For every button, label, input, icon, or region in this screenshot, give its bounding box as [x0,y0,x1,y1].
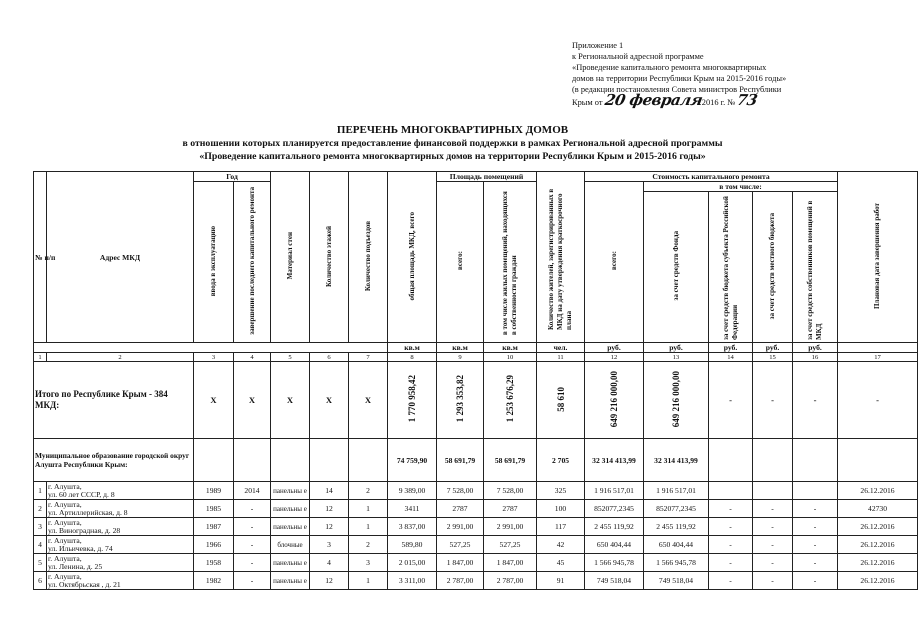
header-end-date-cell [838,172,918,343]
header-residents: Количество жителей, зарегистрированных в МКД на дату утверждения краткосрочного плана [547,188,573,330]
cell-y1: 1966 [194,536,234,554]
unit-cell: кв.м [388,343,437,353]
unit-cell: руб. [793,343,838,353]
cell-ca: 1 916 517,01 [585,482,644,500]
units-empty [34,343,388,353]
header-area-group: Площадь помещений [437,172,537,182]
cell-cf: 1 916 517,01 [644,482,709,500]
total-area-all-cell [437,362,484,439]
municipality-residents: 2 705 [537,439,585,482]
cell-n: 3 [34,518,47,536]
empty-cell [310,439,349,482]
cell-ta: 3 311,00 [388,572,437,590]
units-row [34,343,918,353]
header-cost-rk: за счет средств бюджета субъекта Российской Федерации [721,196,739,340]
header-wall: Материал стен [285,232,294,280]
address-cell [47,536,194,554]
colnum: 7 [349,353,388,362]
cell-n: 4 [34,536,47,554]
cell-y2: - [234,572,271,590]
cell-c16: - [793,500,838,518]
total-dash: - [753,362,793,439]
cell-end: 26.12.2016 [838,518,918,536]
empty-cell [234,439,271,482]
cell-c16: - [793,554,838,572]
total-row [34,362,918,439]
colnum: 6 [310,353,349,362]
header-year-repair-cell [234,182,271,343]
cell-y1: 1987 [194,518,234,536]
unit-cell: руб. [644,343,709,353]
unit-cell: руб. [585,343,644,353]
cell-aa: 1 847,00 [437,554,484,572]
cell-res: 91 [537,572,585,590]
header-year-commission: ввода в эксплуатацию [209,225,217,297]
total-area-living-cell [484,362,537,439]
cell-end: 26.12.2016 [838,554,918,572]
empty-cell [838,439,918,482]
address-cell [47,572,194,590]
address-cell [47,482,194,500]
total-residents-cell [537,362,585,439]
cell-c16: - [793,572,838,590]
header-cost-all: всего: [609,251,618,271]
municipality-cost-all: 32 314 413,99 [585,439,644,482]
building-rows [34,482,918,590]
cell-c14: - [709,554,753,572]
appendix-line: к Региональной адресной программе [572,52,704,61]
cell-cf: 650 404,44 [644,536,709,554]
total-x: Х [271,362,310,439]
cell-ca: 650 404,44 [585,536,644,554]
header-cost-local: за счет средств местного бюджета [768,212,776,320]
colnum: 8 [388,353,437,362]
cell-fl: 12 [310,500,349,518]
colnum: 16 [793,353,838,362]
address-city: г. Алушта, [48,535,82,545]
address-street: ул. Артиллерийская, д. 8 [48,507,128,517]
empty-cell [753,439,793,482]
address-city: г. Алушта, [48,499,82,509]
cell-al: 2787 [484,500,537,518]
cell-en: 3 [349,554,388,572]
cell-wall: панельны е [271,518,310,536]
header-year-group: Год [194,172,271,182]
cell-res: 117 [537,518,585,536]
colnum: 12 [585,353,644,362]
total-cost-all-cell [585,362,644,439]
cell-end: 26.12.2016 [838,482,918,500]
cell-fl: 12 [310,518,349,536]
empty-cell [271,439,310,482]
units-empty-end [838,343,918,353]
cell-res: 45 [537,554,585,572]
address-street: ул. Ленина, д. 25 [48,561,103,571]
date-prefix: Крым от [572,98,603,107]
cell-cf: 1 566 945,78 [644,554,709,572]
empty-cell [349,439,388,482]
cell-wall: панельны е [271,500,310,518]
municipality-cost-fund: 32 314 413,99 [644,439,709,482]
cell-fl: 12 [310,572,349,590]
cell-end: 26.12.2016 [838,536,918,554]
cell-ca: 2 455 119,92 [585,518,644,536]
cell-wall: панельны е [271,482,310,500]
municipality-area-all: 58 691,79 [437,439,484,482]
cell-y1: 1989 [194,482,234,500]
cell-y2: 2014 [234,482,271,500]
cell-n: 5 [34,554,47,572]
header-year-repair: завершение последнего капитального ремонта [247,187,256,335]
document-subtitle: в отношении которых планируется предоставление финансовой поддержки в рамках Региональной адресной программы [182,138,723,149]
total-residents: 58 610 [555,386,566,412]
total-dash: - [838,362,918,439]
cell-c14: - [709,500,753,518]
appendix-line: домов на территории Республики Крым на 2015-2016 годы» [572,74,787,83]
colnum: 4 [234,353,271,362]
header-area-all-cell [437,182,484,343]
total-area-all: 1 293 353,82 [455,375,465,423]
cell-aa: 2 787,00 [437,572,484,590]
address-city: г. Алушта, [48,481,82,491]
cell-wall: панельны е [271,572,310,590]
cell-n: 6 [34,572,47,590]
address-cell [47,500,194,518]
empty-cell [194,439,234,482]
address-street: ул. Октябрьская , д. 21 [48,579,121,589]
cell-ta: 3 837,00 [388,518,437,536]
total-x: Х [349,362,388,439]
cell-y2: - [234,518,271,536]
cell-en: 1 [349,500,388,518]
cell-end: 42730 [838,500,918,518]
empty-cell [793,439,838,482]
cell-res: 100 [537,500,585,518]
header-cost-rk-cell [709,192,753,343]
header-cost-group: Стоимость капитального ремонта [585,172,838,182]
address-city: г. Алушта, [48,553,82,563]
municipality-row [34,439,918,482]
header-floors-cell [310,172,349,343]
cell-n: 1 [34,482,47,500]
total-x: Х [310,362,349,439]
header-entrances-cell [349,172,388,343]
colnum: 17 [838,353,918,362]
header-total-area: общая площадь МКД, всего [407,211,416,301]
cell-c15: - [753,554,793,572]
cell-wall: панельны е [271,554,310,572]
cell-fl: 14 [310,482,349,500]
table-row [34,554,918,572]
address-street: ул. Ильичевка, д. 74 [48,543,113,553]
cell-aa: 2787 [437,500,484,518]
address-city: г. Алушта, [48,571,82,581]
header-residents-cell [537,172,585,343]
cell-cf: 852077,2345 [644,500,709,518]
cell-fl: 4 [310,554,349,572]
cell-al: 2 991,00 [484,518,537,536]
address-street: ул. 60 лет СССР, д. 8 [48,489,115,499]
cell-al: 7 528,00 [484,482,537,500]
total-label: Итого по Республике Крым - 384 МКД: [34,362,194,439]
handwritten-date: 20 февраля [603,91,704,109]
cell-cf: 2 455 119,92 [644,518,709,536]
cell-c14: - [709,572,753,590]
address-street: ул. Виноградная, д. 28 [48,525,121,535]
header-cost-fund: за счет средств Фонда [671,231,680,301]
cell-ta: 2 015,00 [388,554,437,572]
cell-c14: - [709,518,753,536]
cell-c15: - [753,536,793,554]
cell-en: 1 [349,572,388,590]
table-row [34,536,918,554]
address-cell [47,518,194,536]
cell-ca: 749 518,04 [585,572,644,590]
cell-ca: 852077,2345 [585,500,644,518]
cell-c15 [753,482,793,500]
colnum: 15 [753,353,793,362]
total-area-living: 1 253 676,29 [505,375,515,423]
cell-c16: - [793,536,838,554]
cell-res: 42 [537,536,585,554]
buildings-table [33,171,918,590]
total-dash: - [709,362,753,439]
header-total-area-cell [388,172,437,343]
cell-aa: 527,25 [437,536,484,554]
header-cost-owners-cell [793,192,838,343]
colnum: 2 [47,353,194,362]
colnum: 9 [437,353,484,362]
header-floors: Количество этажей [324,225,333,287]
empty-cell [709,439,753,482]
total-cost-all: 649 216 000,00 [609,370,619,428]
total-cost-fund: 649 216 000,00 [671,370,681,428]
header-entrances: Количество подъездов [363,220,372,292]
appendix-line: Приложение 1 [572,41,624,50]
column-numbers-row [34,353,918,362]
cell-c14: - [709,536,753,554]
cell-fl: 3 [310,536,349,554]
cell-c16 [793,482,838,500]
unit-cell: кв.м [484,343,537,353]
colnum: 10 [484,353,537,362]
document-title: ПЕРЕЧЕНЬ МНОГОКВАРТИРНЫХ ДОМОВ [336,124,569,136]
table-row [34,500,918,518]
municipality-area-living: 58 691,79 [484,439,537,482]
cell-ta: 3411 [388,500,437,518]
cell-n: 2 [34,500,47,518]
cell-c14 [709,482,753,500]
table-row [34,482,918,500]
date-mid: 2016 г. № [701,98,736,107]
colnum: 14 [709,353,753,362]
cell-c16: - [793,518,838,536]
header-cost-all-cell [585,182,644,343]
cell-y1: 1958 [194,554,234,572]
header-address: Адрес МКД [47,172,194,343]
cell-aa: 7 528,00 [437,482,484,500]
cell-ta: 589,80 [388,536,437,554]
total-x: Х [194,362,234,439]
colnum: 3 [194,353,234,362]
cell-en: 2 [349,536,388,554]
table-row [34,572,918,590]
appendix-line: «Проведение капитального ремонта многоквартирных [572,63,767,72]
colnum: 5 [271,353,310,362]
cell-c15: - [753,572,793,590]
header-num: № п/п [34,172,47,343]
cell-cf: 749 518,04 [644,572,709,590]
table-row [34,518,918,536]
cell-y2: - [234,554,271,572]
address-city: г. Алушта, [48,517,82,527]
header-cost-local-cell [753,192,793,343]
colnum: 1 [34,353,47,362]
cell-c15: - [753,518,793,536]
header-area-living: в том числе жилых помещений, находящихся в собственности граждан [501,191,518,335]
cell-al: 2 787,00 [484,572,537,590]
cell-y2: - [234,536,271,554]
cell-al: 1 847,00 [484,554,537,572]
cell-aa: 2 991,00 [437,518,484,536]
unit-cell: руб. [709,343,753,353]
cell-ca: 1 566 945,78 [585,554,644,572]
cell-ta: 9 389,00 [388,482,437,500]
header-cost-owners: за счет средств собственников помещений в МКД [806,200,823,340]
total-dash: - [793,362,838,439]
appendix-block [572,40,892,108]
cell-en: 1 [349,518,388,536]
cell-end: 26.12.2016 [838,572,918,590]
appendix-line: (в редакции постановления Совета министров Республики [572,85,782,94]
total-x: Х [234,362,271,439]
cell-en: 2 [349,482,388,500]
unit-cell: кв.м [437,343,484,353]
appendix-date-line [572,91,892,109]
header-incl: в том числе: [644,182,838,192]
address-cell [47,554,194,572]
cell-y1: 1985 [194,500,234,518]
cell-al: 527,25 [484,536,537,554]
header-area-all: всего: [455,251,464,271]
document-subtitle-program: «Проведение капитального ремонта многоквартирных домов на территории Республики Крым и 2015-2016 годы» [199,151,706,162]
colnum: 11 [537,353,585,362]
cell-c15: - [753,500,793,518]
total-area: 1 770 958,42 [407,375,417,423]
total-area-cell [388,362,437,439]
handwritten-number: 73 [735,91,759,109]
cell-y2: - [234,500,271,518]
header-year-commission-cell [194,182,234,343]
cell-res: 325 [537,482,585,500]
header-cost-fund-cell [644,192,709,343]
header-area-living-cell [484,182,537,343]
municipality-total-area: 74 759,90 [388,439,437,482]
header-end-date: Плановая дата завершения работ [873,202,882,310]
header-wall-cell [271,172,310,343]
unit-cell: руб. [753,343,793,353]
total-cost-fund-cell [644,362,709,439]
unit-cell: чел. [537,343,585,353]
municipality-label: Муниципальное образование городской округ Алушта Республики Крым: [34,439,194,482]
colnum: 13 [644,353,709,362]
cell-wall: блочные [271,536,310,554]
cell-y1: 1982 [194,572,234,590]
